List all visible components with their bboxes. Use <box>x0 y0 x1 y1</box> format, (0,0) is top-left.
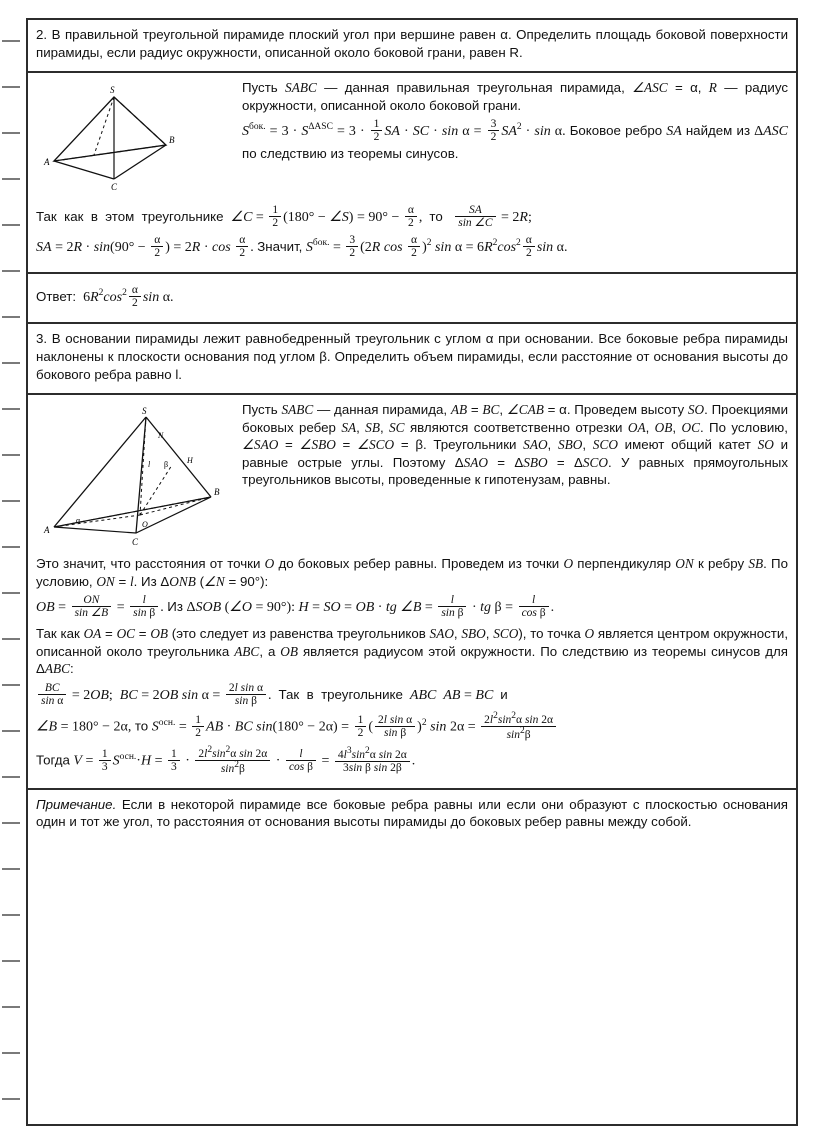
svg-text:S: S <box>142 406 147 417</box>
answer-label: Ответ: <box>36 289 77 305</box>
svg-text:A: A <box>44 525 50 536</box>
svg-text:β: β <box>164 460 169 470</box>
svg-text:l: l <box>148 460 151 470</box>
pyramid-sabco-figure <box>36 401 236 555</box>
problem-3-statement: 3. В основании пирамиды лежит равнобедренный треугольник с углом α при основании. Все боковые ребра пирамиды наклонены к плоскости основания под углом β. Определить объем пирамиды, если расстояние от основания высоты до бокового ребра равно l. <box>36 331 788 382</box>
problem-3-solution-line-7: Тогда V = $\frac{1}{3}$ $S^{осн.}\cdot H$ = $\frac{1}{3}$ · $\frac{2l^2\sin^2\alpha \sin 2\alpha}{\sin^2\beta}$ · $\frac{l}{\text{cos β}}$ = $\frac{4l^3\sin^2\alpha \sin 2\alpha}{\text{3sin β sin 2β}}$ . <box>36 744 416 775</box>
worksheet <box>26 18 798 1126</box>
svg-text:N: N <box>158 431 164 441</box>
note-text: Если в некоторой пирамиде все боковые ребра равны или если они образуют с плоскостью основания один и тот же угол, то расстояния от основания высоты пирамиды до боковых ребер равны между собой. <box>36 796 788 830</box>
svg-text:A: A <box>44 157 50 168</box>
problem-2-solution-line-3: Так как в этом треугольнике ∠C = $\frac{1}{2}$ (180° − ∠S) = 90° − $\frac{\alpha}{2}$ , то $\frac{SA}{\sin \angle C}$ = 2R; <box>36 204 532 230</box>
problem-3-solution-line-3: OB = $\frac{ON}{\sin \angle B}$ = $\frac{l}{\text{sin β}}$ . Из ΔSOB (∠O = 90°): H = SO = OB · tg ∠B = $\frac{l}{\text{sin β}}$ · tg β = $\frac{l}{\text{cos β}}$ . <box>36 594 555 620</box>
problem-3-solution-line-1: Пусть SABC — данная пирамида, AB = BC, ∠CAB = α. Проведем высоту SO. Проекциями боковых ребер SA, SB, SC являются соответственно отрезки OA, OB, OC. По условию, ∠SAO = ∠SBO = ∠SCO = β. Треугольники SAO, SBO, SCO имеют общий катет SO и равные острые углы. Поэтому ΔSAO = ΔSBO = ΔSCO. У равных прямоугольных треугольников высоты, проведенные к гипотенузам, равны. <box>242 402 789 488</box>
problem-3-note-block <box>28 790 796 841</box>
problem-3-solution-line-5: $\frac{BC}{\text{sin α}}$ = 2OB; BC = 2OB sin α = $\frac{\text{2l sin α}}{\text{sin β}}$ . Так в треугольнике ABC AB = BC и <box>36 683 788 708</box>
pyramid-sabc-figure <box>36 79 236 200</box>
problem-3-solution-line-6: ∠B = 180° − 2α, то $S^{осн.}$ = $\frac{1}{2}$ AB · BC sin(180° − 2α) = $\frac{1}{2}$ ( $\frac{\text{2l sin α}}{\text{sin β}}$ )$^2$ sin 2α = $\frac{2l^2\sin^2\alpha \sin 2\alpha}{\sin^2\beta}$ <box>36 713 788 742</box>
problem-2-solution-block <box>28 73 796 274</box>
svg-text:S: S <box>110 85 115 96</box>
svg-text:B: B <box>214 487 220 498</box>
problem-2-solution-line-1: Пусть SABC — данная правильная треугольная пирамида, ∠ASC = α, R — радиус окружности, описанной около боковой грани. <box>242 80 788 113</box>
svg-text:C: C <box>111 182 118 193</box>
svg-text:H: H <box>187 456 193 466</box>
problem-2-statement-block <box>28 20 796 73</box>
svg-text:O: O <box>142 520 148 530</box>
note-label: Примечание. <box>36 796 117 812</box>
binding-marks <box>0 0 26 1140</box>
problem-3-note <box>36 796 788 831</box>
problem-3-statement-block <box>28 324 796 395</box>
problem-3-solution-line-2: Это значит, что расстояния от точки O до боковых ребер равны. Проведем из точки O перпендикуляр ON к ребру SB. По условию, ON = l. Из ΔONB (∠N = 90°): <box>36 556 788 589</box>
svg-text:C: C <box>132 537 139 548</box>
problem-2-solution-line-2: $S^{бок.} = 3 \cdot S^{\Delta ASC} = 3$ · $\frac{1}{2}$ SA · SC · sin α = $\frac{3}{2}$ $SA^2 \cdot \sin \alpha$. Боковое ребро SA найдем из ΔASC по следствию из теоремы синусов. <box>242 118 789 162</box>
problem-2-solution-line-4: SA = 2R · sin(90° − $\frac{\alpha}{2}$ ) = 2R · cos $\frac{\alpha}{2}$ . Значит, $S^{бок.}$ = $\frac{3}{2}$ (2R cos $\frac{\alpha}{2}$ )$^2$ $\sin \alpha = 6R^2\cos^2$ $\frac{\alpha}{2}$ sin α. <box>36 234 568 260</box>
problem-3-solution-line-4: Так как OA = OC = OB (это следует из равенства треугольников SAO, SBO, SCO), то точка O является центром окружности, описанной около треугольника ABC, а OB является радиусом этой окружности. По следствию из теоремы синусов для ΔABC: <box>36 626 789 677</box>
problem-2-answer-block <box>28 274 796 324</box>
problem-2-answer: Ответ: $6R^2\cos^2$ $\frac{\alpha}{2}$ sin α. <box>36 284 174 310</box>
svg-text:α: α <box>76 516 81 526</box>
problem-3-solution-block <box>28 395 796 790</box>
problem-2-statement: 2. В правильной треугольной пирамиде плоский угол при вершине равен α. Определить площадь боковой поверхности пирамиды, если радиус окружности, описанной около боковой грани, равен R. <box>36 27 788 60</box>
svg-text:B: B <box>169 135 175 146</box>
